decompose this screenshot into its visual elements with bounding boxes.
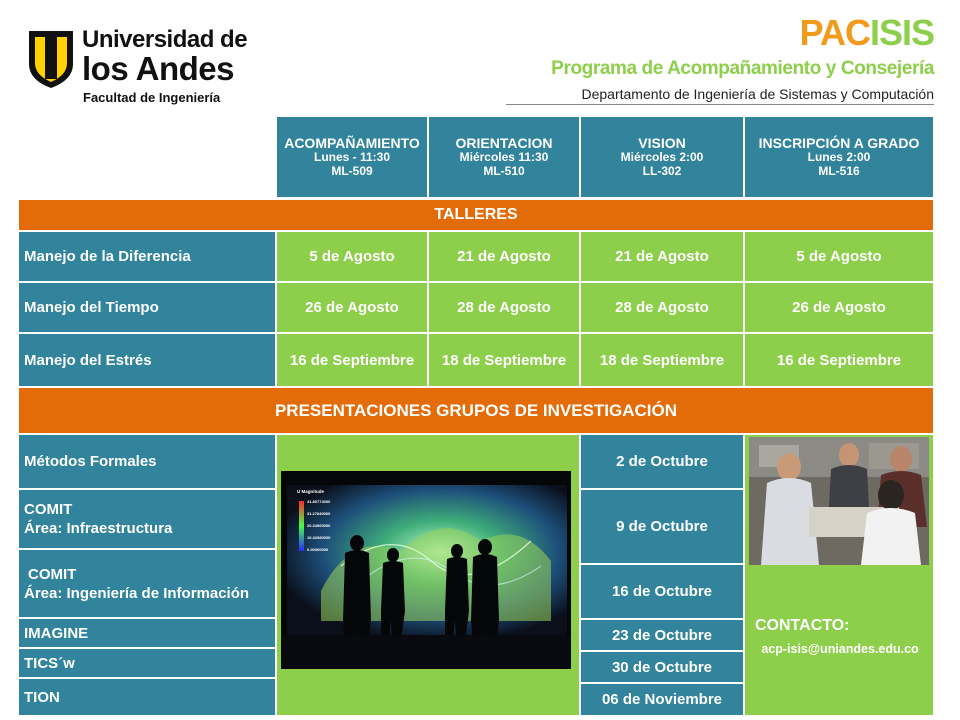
contact-area [744, 434, 934, 716]
presentation-date: 30 de Octubre [580, 651, 744, 683]
header-title: INSCRIPCIÓN A GRADO [758, 135, 920, 151]
presentation-date: 16 de Octubre [580, 564, 744, 619]
header-inscripcion [744, 116, 934, 198]
legend-tick: 10.42080000 [307, 535, 331, 540]
group-imagine [18, 618, 276, 648]
taller-date: 5 de Agosto [744, 231, 934, 282]
taller-date: 26 de Agosto [276, 282, 428, 333]
visualization-photo [281, 471, 571, 669]
brand-isis: ISIS [869, 12, 934, 53]
students-photo [749, 437, 929, 565]
taller-date: 26 de Agosto [744, 282, 934, 333]
talleres-title: TALLERES [18, 199, 934, 231]
legend-tick: 31.27840000 [307, 511, 331, 516]
header-orientacion [428, 116, 580, 198]
legend-tick: 20.34960000 [307, 523, 331, 528]
taller-name: Manejo del Tiempo [18, 282, 276, 333]
presentation-date: 2 de Octubre [580, 434, 744, 489]
shield-logo-icon [26, 28, 76, 90]
taller-date: 5 de Agosto [276, 231, 428, 282]
group-comit-infraestructura [18, 489, 276, 549]
header-title: VISION [638, 135, 686, 151]
taller-date: 21 de Agosto [428, 231, 580, 282]
header-day: Lunes - 11:30 [313, 150, 391, 164]
presentation-date: 23 de Octubre [580, 619, 744, 651]
header-room: ML-516 [818, 164, 860, 178]
header-vision [580, 116, 744, 198]
group-comit-informacion [18, 549, 276, 618]
taller-date: 16 de Septiembre [744, 333, 934, 387]
brand-title [800, 12, 934, 54]
header-day: Miércoles 2:00 [620, 150, 704, 164]
header-room: ML-510 [483, 164, 525, 178]
university-name-line2: los Andes [82, 50, 234, 87]
program-title: Programa de Acompañamiento y Consejería [551, 58, 934, 79]
group-line1: TION [24, 688, 60, 706]
contact-label: CONTACTO: [755, 617, 850, 634]
header-day: Lunes 2:00 [807, 150, 871, 164]
department-title: Departamento de Ingeniería de Sistemas y Computación [581, 86, 934, 102]
university-logo [26, 26, 248, 110]
presentation-date: 06 de Noviembre [580, 683, 744, 716]
taller-name: Manejo del Estrés [18, 333, 276, 387]
header-title: ACOMPAÑAMIENTO [284, 135, 420, 151]
taller-date: 28 de Agosto [580, 282, 744, 333]
group-line1: COMIT [28, 565, 77, 583]
brand-pac: PAC [799, 12, 870, 53]
group-line1: TICS´w [24, 654, 75, 672]
taller-date: 21 de Agosto [580, 231, 744, 282]
group-line1: Métodos Formales [24, 453, 157, 470]
header-acompanamiento [276, 116, 428, 198]
taller-date: 16 de Septiembre [276, 333, 428, 387]
legend-tick: 41.80774000 [307, 499, 331, 504]
faculty-name: Facultad de Ingeniería [83, 90, 221, 105]
group-metodos-formales [18, 434, 276, 489]
university-name-line1: Universidad de [82, 26, 248, 53]
taller-date: 18 de Septiembre [428, 333, 580, 387]
header-title: ORIENTACION [455, 135, 553, 151]
taller-name: Manejo de la Diferencia [18, 231, 276, 282]
header-day: Miércoles 11:30 [459, 150, 549, 164]
contact-email[interactable]: acp-isis@uniandes.edu.co [761, 642, 919, 656]
legend-tick: 0.00000000 [307, 547, 329, 552]
taller-date: 28 de Agosto [428, 282, 580, 333]
legend-title: U Magnitude [297, 489, 324, 494]
header-divider [506, 104, 934, 105]
group-line1: IMAGINE [24, 624, 89, 642]
presentation-date: 9 de Octubre [580, 489, 744, 564]
visualization-area [276, 434, 580, 716]
group-tion [18, 678, 276, 716]
group-line2: Área: Infraestructura [24, 520, 173, 537]
header-room: LL-302 [642, 164, 682, 178]
header-room: ML-509 [331, 164, 373, 178]
presentaciones-title: PRESENTACIONES GRUPOS DE INVESTIGACIÓN [18, 387, 934, 434]
group-ticsw [18, 648, 276, 678]
taller-date: 18 de Septiembre [580, 333, 744, 387]
group-line2: Área: Ingeniería de Información [24, 584, 250, 602]
group-line1: COMIT [24, 501, 73, 518]
